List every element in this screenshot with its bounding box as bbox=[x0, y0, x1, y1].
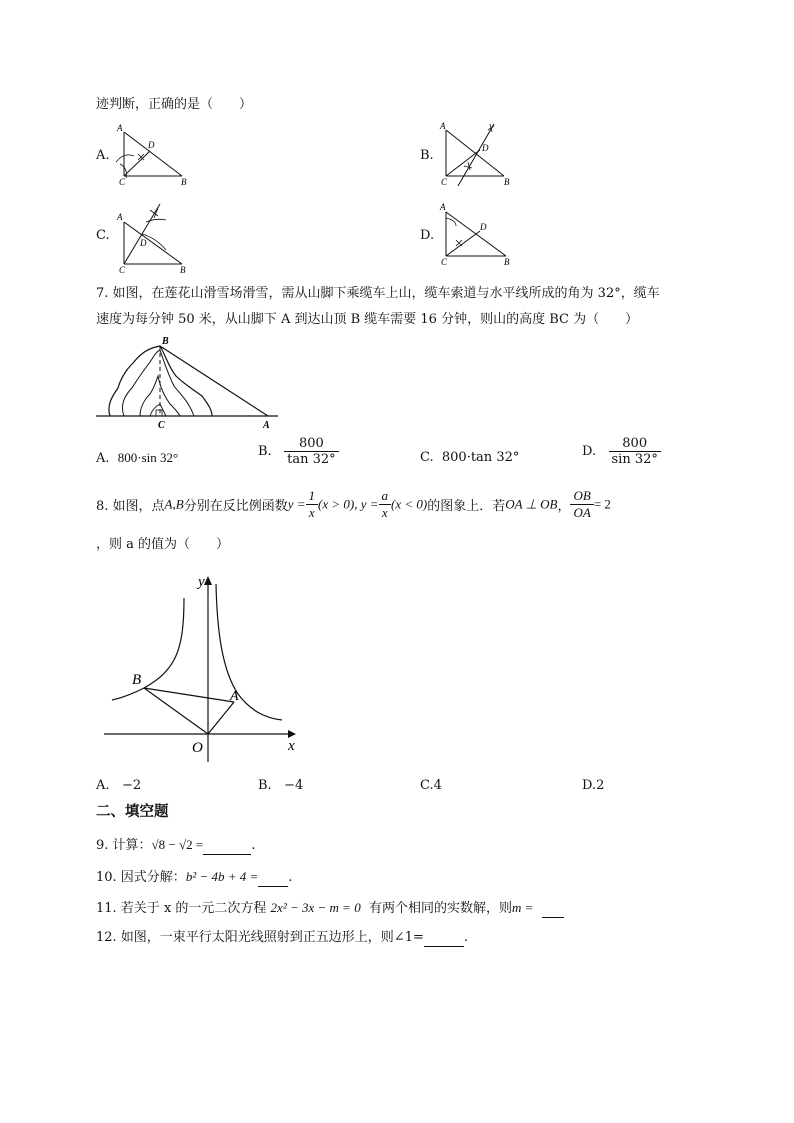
q8-ratio-fraction bbox=[570, 488, 593, 521]
q7-option-a-letter: A. bbox=[96, 451, 110, 466]
q9-answer-blank[interactable] bbox=[203, 840, 251, 855]
q8-option-c-text: 4 bbox=[433, 778, 442, 793]
q8-f2-lhs: , y = bbox=[354, 496, 379, 512]
q8-option-d-text: 2 bbox=[596, 778, 605, 793]
q8-mid2: 的图象上．若 bbox=[427, 499, 506, 514]
q8-label-a: A bbox=[230, 689, 239, 704]
q7-option-d-den: sin 32° bbox=[611, 452, 658, 467]
q6-c-label-b: B bbox=[180, 265, 186, 274]
q7-option-b-fraction bbox=[284, 436, 339, 467]
q7-option-d-letter: D. bbox=[582, 444, 597, 459]
q7-option-b-num: 800 bbox=[284, 436, 339, 452]
q8-f2-den: x bbox=[381, 505, 388, 520]
q12-prefix: 12. 如图，一束平行太阳光线照射到正五边形上，则∠1= bbox=[96, 930, 424, 945]
q10-answer-blank[interactable] bbox=[258, 872, 288, 887]
q7-option-c-letter: C. bbox=[420, 450, 434, 465]
q8-label-x: x bbox=[288, 738, 295, 754]
q8-intro: 8. 如图，点 bbox=[96, 499, 165, 514]
q6-b-label-c: C bbox=[441, 177, 448, 187]
q7-option-b-letter: B. bbox=[258, 444, 272, 459]
q7-line1: 7. 如图，在莲花山滑雪场滑雪，需从山脚下乘缆车上山，缆车索道与水平线所成的角为 32°，缆车 bbox=[96, 286, 660, 301]
q7-line2: 速度为每分钟 50 米，从山脚下 A 到达山顶 B 缆车需要 16 分钟，则山的高度 BC 为（ ） bbox=[96, 312, 639, 327]
q6-option-d-letter: D. bbox=[420, 228, 435, 243]
q6-option-b-figure bbox=[436, 120, 522, 188]
q6-a-label-b: B bbox=[181, 177, 187, 187]
q8-f1-fraction bbox=[306, 488, 319, 521]
q10 bbox=[96, 868, 292, 887]
q6-d-label-d: D bbox=[480, 222, 487, 232]
q7-label-c: C bbox=[158, 420, 165, 431]
q8-option-d bbox=[582, 777, 604, 795]
q8-mid1: 分别在反比例函数 bbox=[183, 499, 288, 514]
q11-answer-blank[interactable] bbox=[542, 903, 564, 918]
q8-option-b bbox=[258, 777, 303, 795]
q8-option-a-text: −2 bbox=[121, 778, 142, 793]
q6-option-a-figure bbox=[112, 122, 194, 188]
q9-prefix: 9. 计算： bbox=[96, 838, 152, 853]
q8-ratio-val: = 2 bbox=[593, 496, 611, 512]
q11-prefix: 11. 若关于 x 的一元二次方程 bbox=[96, 901, 267, 916]
q12-answer-blank[interactable] bbox=[424, 932, 464, 947]
q6-c-label-a: A bbox=[117, 212, 123, 222]
q7-option-c-text: 800·tan 32° bbox=[441, 450, 520, 465]
q11 bbox=[96, 899, 564, 918]
q6-option-d-figure bbox=[436, 200, 522, 268]
q6-option-c-letter: C. bbox=[96, 228, 110, 243]
q7-option-d bbox=[582, 436, 661, 467]
q8-option-d-letter: D. bbox=[582, 778, 597, 793]
q7-option-a-text: 800·sin 32° bbox=[117, 450, 179, 465]
q8-f2-num: a bbox=[379, 488, 392, 505]
q10-end: . bbox=[288, 870, 293, 885]
q6-d-label-b: B bbox=[504, 257, 510, 267]
q8-comma: ， bbox=[557, 499, 571, 514]
q10-prefix: 10. 因式分解： bbox=[96, 870, 186, 885]
q8-label-y: y bbox=[198, 574, 205, 590]
q8-option-a-letter: A. bbox=[96, 778, 110, 793]
q8-f1-cond: (x > 0) bbox=[318, 496, 355, 512]
q8-f2-cond: (x < 0) bbox=[391, 496, 428, 512]
section-title: 二、填空题 bbox=[96, 803, 169, 820]
q8-option-c bbox=[420, 777, 442, 795]
q8-line2: ，则 a 的值为（ ） bbox=[96, 537, 230, 552]
q6-a-label-a: A bbox=[117, 123, 123, 133]
q9-end: . bbox=[251, 838, 256, 853]
q9-expr: √8 − √2 = bbox=[151, 837, 204, 852]
q7-label-b: B bbox=[162, 336, 169, 347]
q8-f2-fraction bbox=[379, 488, 392, 521]
q6-tail: 迹判断，正确的是（ ） bbox=[96, 97, 253, 112]
q8-option-a bbox=[96, 777, 141, 795]
q7-option-d-num: 800 bbox=[609, 436, 661, 452]
q8-option-c-letter: C. bbox=[420, 778, 434, 793]
q6-d-label-a: A bbox=[440, 202, 446, 212]
q8-line1 bbox=[96, 488, 611, 521]
q7-option-a bbox=[96, 449, 178, 468]
q6-b-label-a: A bbox=[440, 121, 446, 131]
q6-option-c-figure bbox=[112, 198, 194, 274]
q8-points: A,B bbox=[164, 496, 184, 512]
q11-expr: 2x² − 3x − m = 0 bbox=[270, 900, 361, 915]
q8-perp: OA ⊥ OB bbox=[505, 496, 558, 512]
q8-f1-num: 1 bbox=[306, 488, 319, 505]
q8-f1-den: x bbox=[308, 505, 315, 520]
q8-f1-lhs: y = bbox=[287, 496, 306, 512]
q7-option-b bbox=[258, 436, 339, 467]
q11-var: m = bbox=[511, 900, 534, 915]
q6-a-label-d: D bbox=[148, 140, 155, 150]
q7-option-d-fraction bbox=[609, 436, 661, 467]
q6-d-label-c: C bbox=[441, 257, 448, 267]
q8-graph-figure bbox=[104, 570, 304, 766]
q6-option-b-letter: B. bbox=[420, 148, 434, 163]
q8-ratio-num: OB bbox=[570, 488, 593, 505]
q7-mountain-figure bbox=[94, 334, 284, 432]
q7-label-a: A bbox=[263, 420, 270, 431]
q8-ratio-den: OA bbox=[573, 505, 591, 520]
q6-option-a-letter: A. bbox=[96, 148, 110, 163]
q6-a-label-c: C bbox=[119, 177, 126, 187]
q7-option-b-den: tan 32° bbox=[287, 452, 336, 467]
q8-option-b-text: −4 bbox=[284, 778, 304, 793]
q6-b-label-b: B bbox=[504, 177, 510, 187]
q12 bbox=[96, 929, 468, 947]
q6-c-label-d: D bbox=[140, 238, 147, 248]
q7-option-c bbox=[420, 449, 519, 467]
q8-label-b: B bbox=[132, 672, 142, 688]
q10-expr: b² − 4b + 4 = bbox=[185, 869, 259, 884]
q8-label-o: O bbox=[192, 740, 203, 756]
q8-option-b-letter: B. bbox=[258, 778, 272, 793]
q6-c-label-c: C bbox=[119, 265, 126, 274]
q11-mid: 有两个相同的实数解，则 bbox=[368, 901, 512, 916]
q6-b-label-d: D bbox=[482, 143, 489, 153]
q12-end: . bbox=[463, 930, 469, 945]
q9 bbox=[96, 836, 255, 855]
